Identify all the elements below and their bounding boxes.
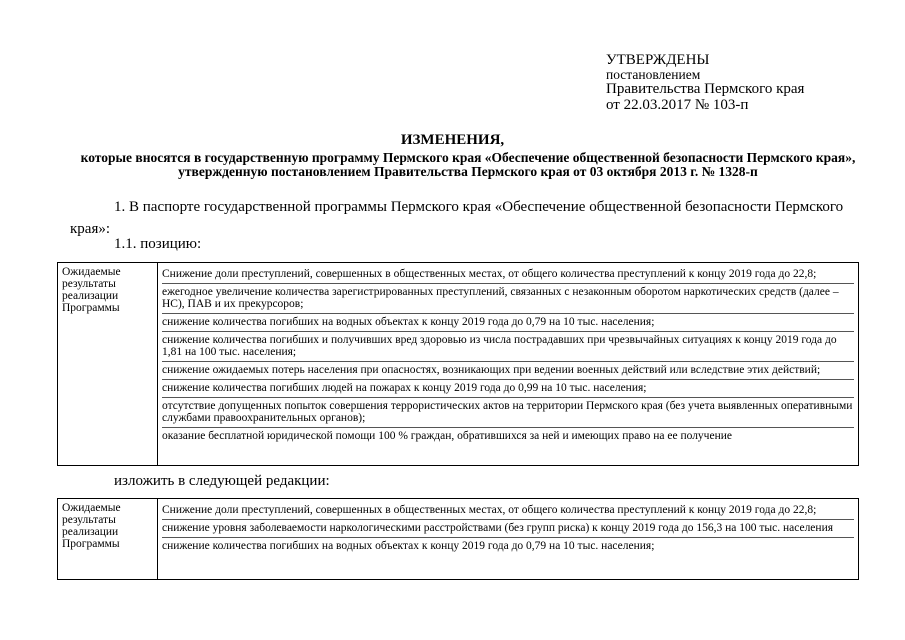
list-item: снижение количества погибших и получивших вред здоровью из числа пострадавших при чрезвычайных ситуациях к концу 2019 года до 1,81 на 100 тыс. населения;	[162, 332, 854, 362]
approval-line: Правительства Пермского края	[606, 81, 805, 97]
list-item: снижение количества погибших на водных объектах к концу 2019 года до 0,79 на 10 тыс. населения;	[162, 540, 655, 552]
list-item: ежегодное увеличение количества зарегистрированных преступлений, связанных с незаконным оборотом наркотических средств (далее – НС), ПАВ и их прекурсоров;	[162, 284, 854, 314]
paragraph-passport: 1. В паспорте государственной программы Пермского края «Обеспечение общественной безопасности Пермского края»:	[70, 199, 844, 237]
list-item: снижение количества погибших людей на пожарах к концу 2019 года до 0,99 на 10 тыс. населения;	[162, 380, 854, 398]
table-content-cell	[158, 499, 859, 580]
table-content-cell	[158, 263, 859, 466]
approval-heading: УТВЕРЖДЕНЫ	[606, 52, 710, 68]
table-label-cell: Ожидаемые результаты реализации Программы	[58, 263, 158, 466]
list-item: Снижение доли преступлений, совершенных в общественных местах, от общего количества преступлений к концу 2019 года до 22,8;	[162, 502, 854, 520]
approval-date: от 22.03.2017 № 103-п	[606, 97, 749, 113]
approval-line: постановлением	[606, 67, 701, 82]
paragraph-new-edition: изложить в следующей редакции:	[114, 473, 330, 489]
approval-stamp	[606, 52, 804, 113]
list-item: Снижение доли преступлений, совершенных в общественных местах, от общего количества преступлений к концу 2019 года до 22,8;	[162, 266, 854, 284]
list-item: отсутствие допущенных попыток совершения террористических актов на территории Пермского края (без учета выявленных оперативными службами правоохранительных органов);	[162, 398, 854, 428]
list-item: снижение количества погибших на водных объектах к концу 2019 года до 0,79 на 10 тыс. населения;	[162, 314, 854, 332]
list-item: оказание бесплатной юридической помощи 100 % граждан, обратившихся за ней и имеющих право на ее получение	[162, 430, 732, 442]
list-item: снижение ожидаемых потерь населения при опасностях, возникающих при ведении военных действий или вследствие этих действий;	[162, 362, 854, 380]
paragraph-position: 1.1. позицию:	[114, 236, 202, 252]
list-item: снижение уровня заболеваемости наркологическими расстройствами (без групп риска) к концу 2019 года до 156,3 на 100 тыс. населения	[162, 520, 854, 538]
document-title: ИЗМЕНЕНИЯ,	[400, 132, 505, 148]
new-results-table	[57, 498, 859, 580]
old-results-table	[57, 262, 859, 466]
table-label-cell: Ожидаемые результаты реализации Программы	[58, 499, 158, 580]
document-subtitle: которые вносятся в государственную программу Пермского края «Обеспечение общественной безопасности Пермского края», утвержденную постановлением Правительства Пермского края от 03 октября 2013 г. № 1328-п	[80, 150, 856, 179]
